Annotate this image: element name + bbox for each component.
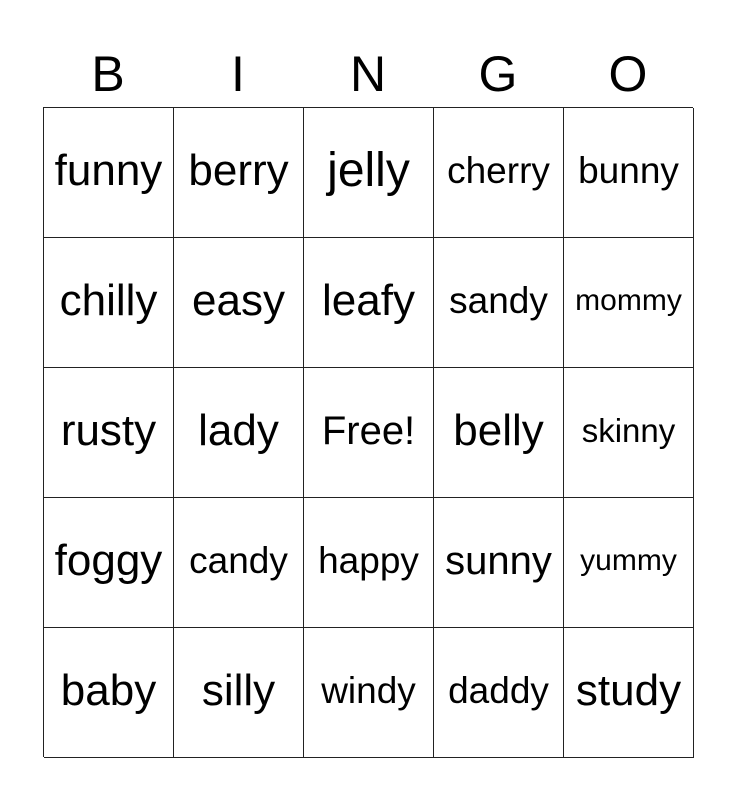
bingo-cell[interactable]: yummy bbox=[564, 498, 694, 628]
bingo-cell[interactable]: jelly bbox=[304, 108, 434, 238]
bingo-cell[interactable]: daddy bbox=[434, 628, 564, 758]
free-space-cell[interactable]: Free! bbox=[304, 368, 434, 498]
bingo-cell[interactable]: happy bbox=[304, 498, 434, 628]
bingo-cell[interactable]: mommy bbox=[564, 238, 694, 368]
bingo-cell[interactable]: skinny bbox=[564, 368, 694, 498]
bingo-cell[interactable]: funny bbox=[44, 108, 174, 238]
bingo-cell[interactable]: leafy bbox=[304, 238, 434, 368]
bingo-cell[interactable]: sandy bbox=[434, 238, 564, 368]
bingo-cell[interactable]: cherry bbox=[434, 108, 564, 238]
bingo-cell[interactable]: rusty bbox=[44, 368, 174, 498]
bingo-cell[interactable]: belly bbox=[434, 368, 564, 498]
bingo-cell[interactable]: sunny bbox=[434, 498, 564, 628]
bingo-cell[interactable]: lady bbox=[174, 368, 304, 498]
bingo-cell[interactable]: easy bbox=[174, 238, 304, 368]
bingo-cell[interactable]: baby bbox=[44, 628, 174, 758]
bingo-cell[interactable]: windy bbox=[304, 628, 434, 758]
header-letter-n: N bbox=[349, 46, 387, 102]
bingo-cell[interactable]: berry bbox=[174, 108, 304, 238]
bingo-header bbox=[43, 40, 693, 108]
bingo-cell[interactable]: bunny bbox=[564, 108, 694, 238]
header-letter-i: I bbox=[231, 46, 245, 102]
header-letter-o: O bbox=[608, 46, 648, 102]
header-letter-b: B bbox=[91, 46, 125, 102]
bingo-cell[interactable]: study bbox=[564, 628, 694, 758]
bingo-cell[interactable]: chilly bbox=[44, 238, 174, 368]
bingo-cell[interactable]: foggy bbox=[44, 498, 174, 628]
bingo-cell[interactable]: candy bbox=[174, 498, 304, 628]
bingo-board bbox=[43, 107, 693, 757]
header-letter-g: G bbox=[478, 46, 518, 102]
bingo-cell[interactable]: silly bbox=[174, 628, 304, 758]
